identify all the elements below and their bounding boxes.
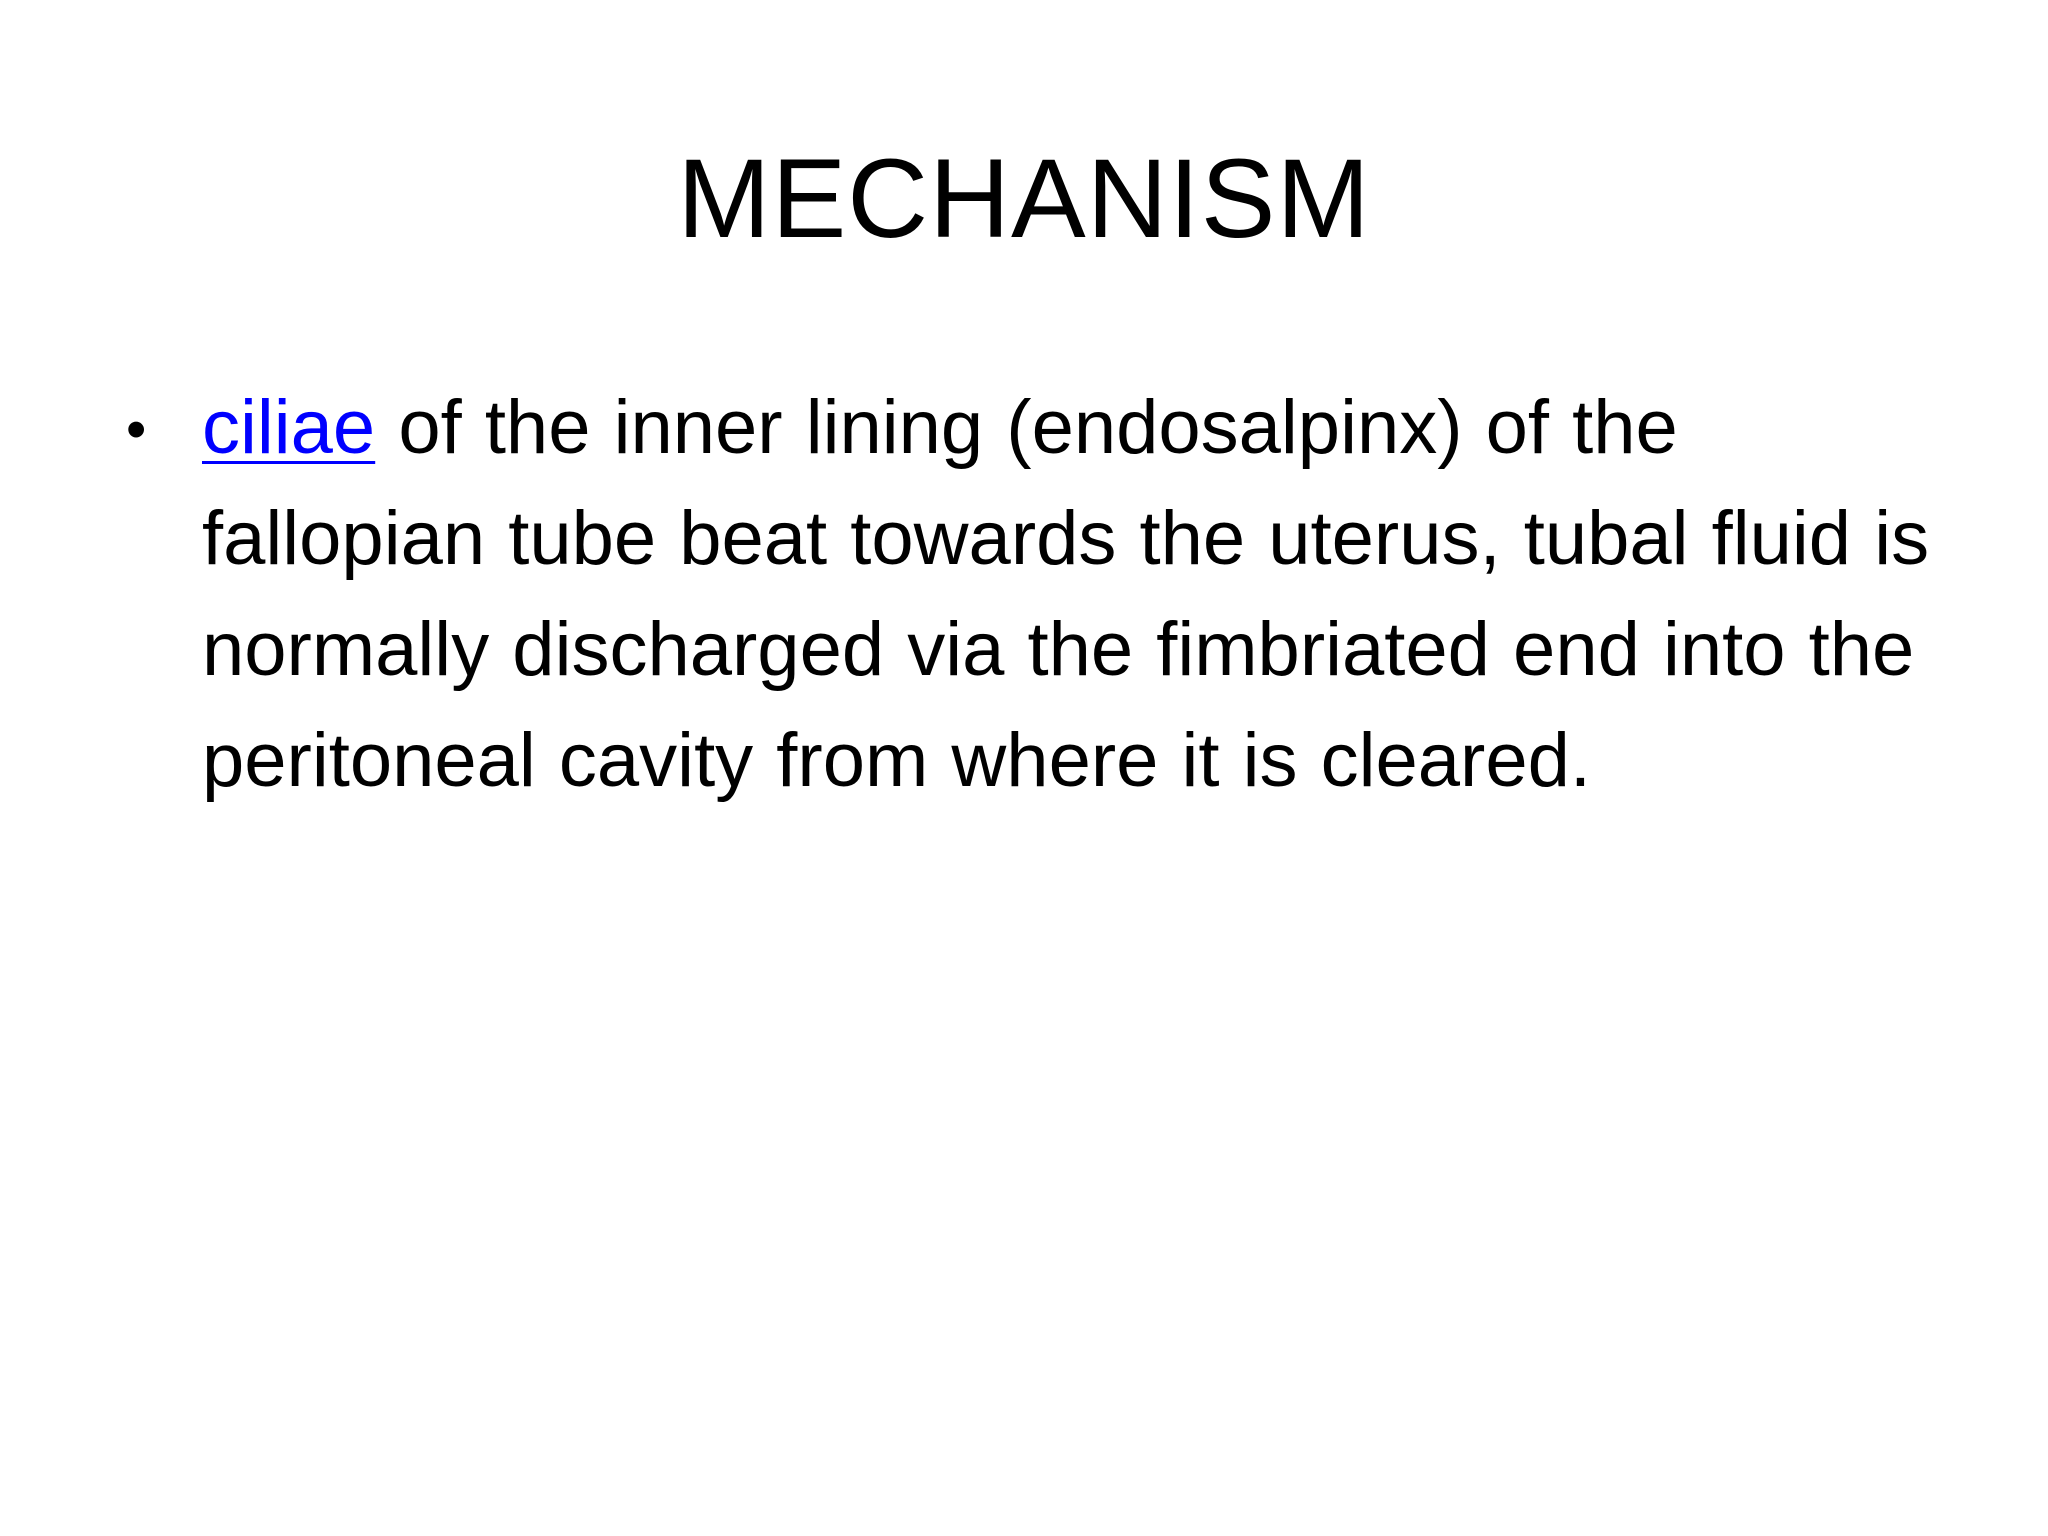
- bullet-text: [202, 372, 1946, 816]
- bullet-item: [126, 372, 1946, 816]
- ciliae-link[interactable]: ciliae: [202, 385, 376, 470]
- slide-title: MECHANISM: [677, 136, 1371, 261]
- bullet-body-text: of the inner lining (endosalpinx) of the fallopian tube beat towards the uterus, tubal fluid is normally discharged via the fimbriated end into the peritoneal cavity from where it is cleared.: [202, 385, 1930, 803]
- bullet-dot-icon: •: [126, 397, 147, 462]
